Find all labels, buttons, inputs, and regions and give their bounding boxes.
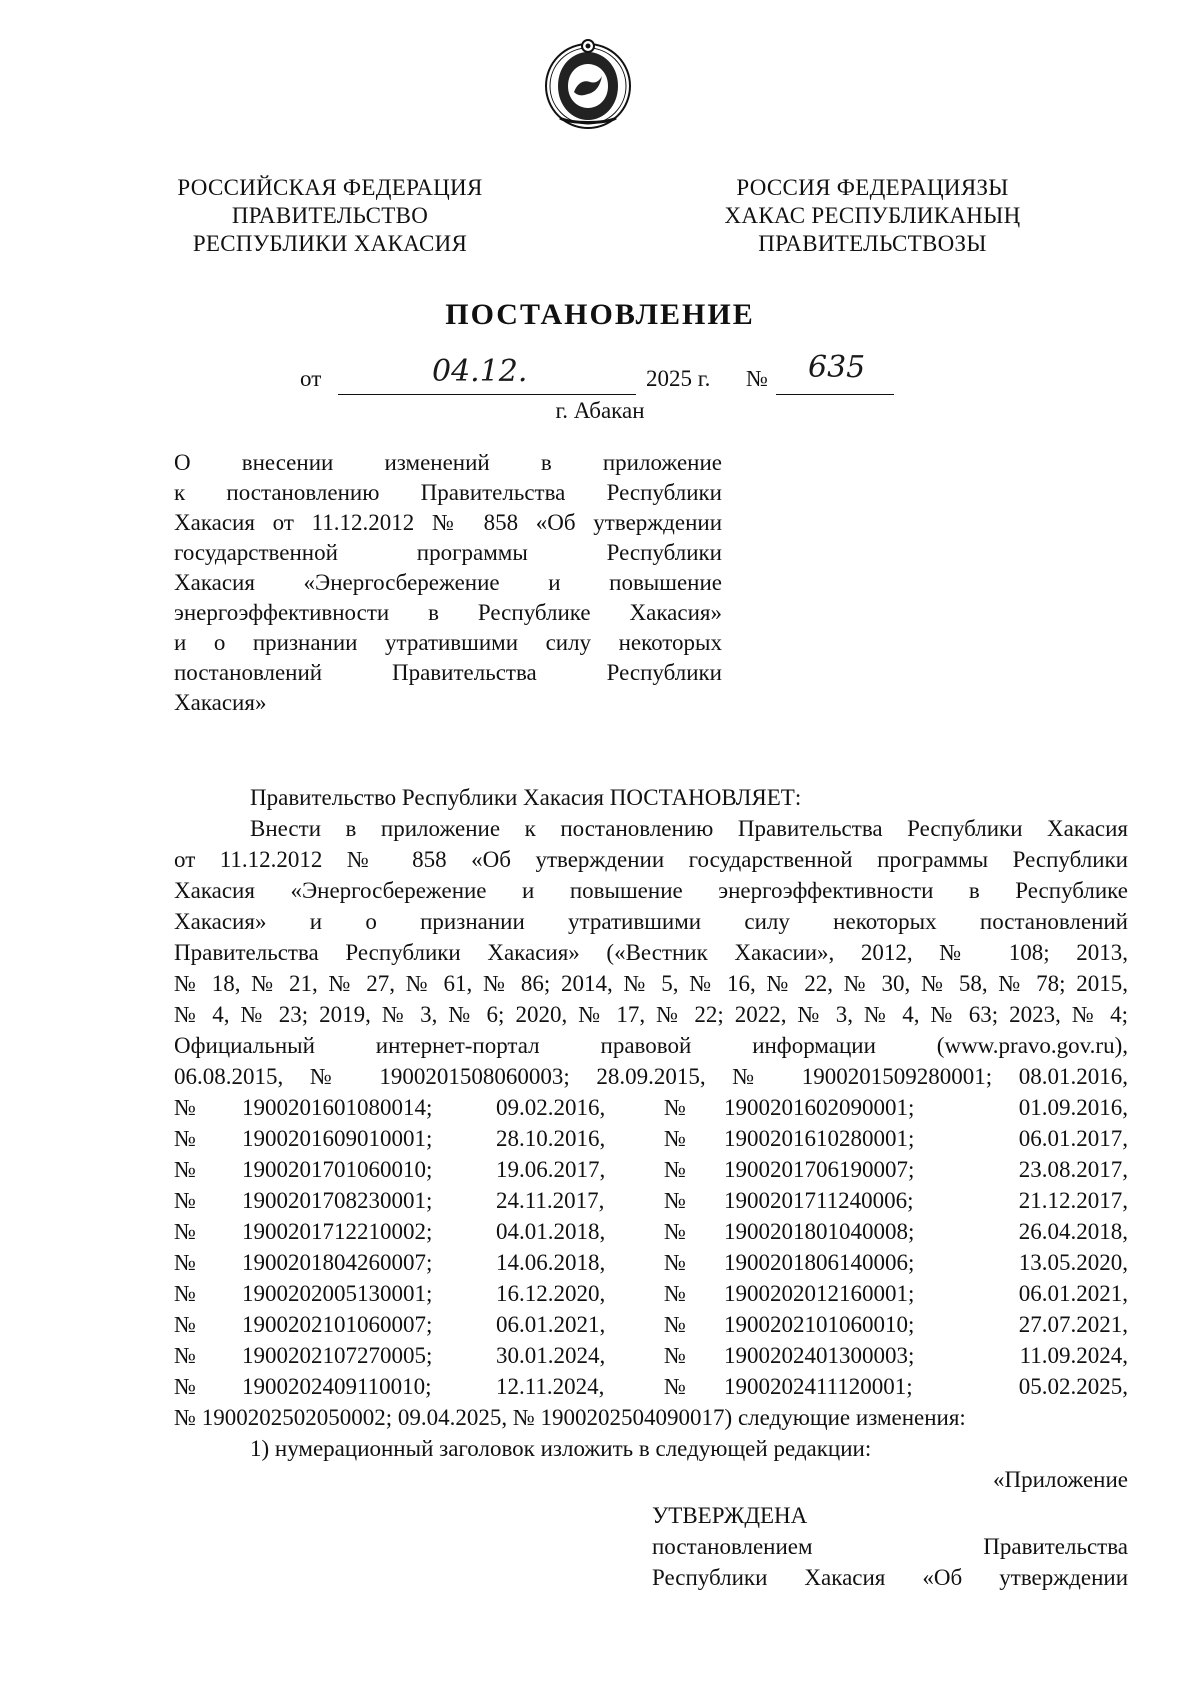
table-cell: № xyxy=(174,1374,196,1399)
table-cell: № xyxy=(664,1343,686,1368)
table-cell: 23.08.2017, xyxy=(1018,1157,1128,1182)
table-cell: 28.10.2016, xyxy=(496,1126,606,1151)
table-cell: 1900201801040008; xyxy=(724,1219,915,1244)
header-right-line: РОССИЯ ФЕДЕРАЦИЯЗЫ xyxy=(736,175,1009,200)
table-cell: 14.06.2018, xyxy=(496,1250,606,1275)
from-label: от xyxy=(300,366,322,391)
table-cell: № xyxy=(664,1126,686,1151)
table-cell: 09.02.2016, xyxy=(496,1095,606,1120)
approved-line: Республики Хакасия «Об утверждении xyxy=(652,1565,1128,1590)
table-cell: 19.06.2017, xyxy=(496,1157,606,1182)
table-cell: 1900201601080014; xyxy=(242,1095,433,1120)
table-cell: 1900201806140006; xyxy=(724,1250,915,1275)
city-label: г. Абакан xyxy=(555,398,645,423)
subject-line: Хакасия» xyxy=(174,690,267,715)
document-subject xyxy=(174,448,722,718)
table-cell: № xyxy=(664,1374,686,1399)
body-line: от 11.12.2012 № 858 «Об утверждении государственной программы Республики xyxy=(174,847,1128,872)
table-cell: 1900201706190007; xyxy=(724,1157,915,1182)
year-label: 2025 г. xyxy=(646,366,711,391)
table-cell: № xyxy=(174,1219,196,1244)
table-cell: 05.02.2025, xyxy=(1018,1374,1128,1399)
table-cell: 30.01.2024, xyxy=(496,1343,606,1368)
table-cell: 1900201610280001; xyxy=(724,1126,915,1151)
closing-line: № 1900202502050002; 09.04.2025, № 1900202504090017) следующие изменения: xyxy=(174,1405,966,1430)
body-line: № 18, № 21, № 27, № 61, № 86; 2014, № 5, № 16, № 22, № 30, № 58, № 78; 2015, xyxy=(174,971,1128,996)
table-cell: № xyxy=(664,1157,686,1182)
handwritten-number: 635 xyxy=(808,350,866,385)
table-cell: 1900202107270005; xyxy=(242,1343,433,1368)
table-cell: 01.09.2016, xyxy=(1018,1095,1128,1120)
table-cell: 26.04.2018, xyxy=(1018,1219,1128,1244)
table-cell: 1900202409110010; xyxy=(242,1374,432,1399)
subject-line: к постановлению Правительства Республики xyxy=(174,480,722,505)
body-line: Внести в приложение к постановлению Правительства Республики Хакасия xyxy=(250,816,1128,841)
approval-block xyxy=(652,1500,1128,1593)
table-cell: 1900202101060007; xyxy=(242,1312,433,1337)
table-cell: № xyxy=(174,1188,196,1213)
approved-heading: УТВЕРЖДЕНА xyxy=(652,1503,808,1528)
table-cell: 1900202005130001; xyxy=(242,1281,433,1306)
header-left-line: РЕСПУБЛИКИ ХАКАСИЯ xyxy=(192,231,468,256)
table-cell: 21.12.2017, xyxy=(1018,1188,1128,1213)
number-label: № xyxy=(746,366,768,391)
table-cell: № xyxy=(174,1250,196,1275)
subject-line: О внесении изменений в приложение xyxy=(174,450,722,475)
table-cell: 1900201602090001; xyxy=(724,1095,915,1120)
document-title: ПОСТАНОВЛЕНИЕ xyxy=(445,298,755,331)
body-line: Правительства Республики Хакасия» («Вестник Хакасии», 2012, № 108; 2013, xyxy=(174,940,1128,965)
coat-of-arms-icon xyxy=(540,36,636,132)
item-1: 1) нумерационный заголовок изложить в следующей редакции: xyxy=(250,1436,872,1461)
table-cell: 1900201609010001; xyxy=(242,1126,433,1151)
table-cell: 06.01.2021, xyxy=(496,1312,606,1337)
table-cell: № xyxy=(664,1095,686,1120)
document-body xyxy=(174,782,1128,1495)
body-line: Хакасия» и о признании утратившими силу некоторых постановлений xyxy=(174,909,1128,934)
body-line: Официальный интернет-портал правовой информации (www.pravo.gov.ru), xyxy=(174,1033,1128,1058)
subject-line: и о признании утратившими силу некоторых xyxy=(174,630,722,655)
subject-line: энергоэффективности в Республике Хакасия» xyxy=(174,600,722,625)
body-line: Хакасия «Энергосбережение и повышение энергоэффективности в Республике xyxy=(174,878,1128,903)
subject-line: Хакасия от 11.12.2012 № 858 «Об утверждении xyxy=(174,510,722,535)
table-cell: 1900201712210002; xyxy=(242,1219,433,1244)
table-cell: 06.01.2017, xyxy=(1018,1126,1128,1151)
table-cell: № xyxy=(174,1095,196,1120)
table-cell: № xyxy=(664,1219,686,1244)
table-cell: № xyxy=(174,1157,196,1182)
subject-line: постановлений Правительства Республики xyxy=(174,660,722,685)
table-cell: 11.09.2024, xyxy=(1019,1343,1128,1368)
table-cell: 1900202012160001; xyxy=(724,1281,915,1306)
table-cell: 16.12.2020, xyxy=(496,1281,606,1306)
table-cell: № xyxy=(174,1126,196,1151)
subject-line: Хакасия «Энергосбережение и повышение xyxy=(174,570,722,595)
header-left xyxy=(150,174,510,258)
handwritten-date: 04.12. xyxy=(432,354,528,389)
table-cell: 06.01.2021, xyxy=(1018,1281,1128,1306)
table-cell: 1900201701060010; xyxy=(242,1157,433,1182)
table-cell: 13.05.2020, xyxy=(1018,1250,1128,1275)
table-cell: 12.11.2024, xyxy=(496,1374,605,1399)
decree-line: Правительство Республики Хакасия ПОСТАНОВЛЯЕТ: xyxy=(250,785,802,810)
table-cell: 1900201711240006; xyxy=(724,1188,914,1213)
header-right-line: ХАКАС РЕСПУБЛИКАНЫҢ xyxy=(724,203,1021,228)
header-right-line: ПРАВИТЕЛЬСТВОЗЫ xyxy=(758,231,987,256)
header-left-line: ПРАВИТЕЛЬСТВО xyxy=(231,203,429,228)
header-right xyxy=(695,174,1050,258)
table-cell: 1900202101060010; xyxy=(724,1312,915,1337)
approved-line: постановлением Правительства xyxy=(652,1534,1128,1559)
table-cell: 1900202401300003; xyxy=(724,1343,915,1368)
table-cell: № xyxy=(664,1281,686,1306)
registration-numbers-table xyxy=(174,1092,1128,1402)
appendix-label: «Приложение xyxy=(993,1467,1128,1492)
table-cell: 1900201804260007; xyxy=(242,1250,433,1275)
header-left-line: РОССИЙСКАЯ ФЕДЕРАЦИЯ xyxy=(177,175,483,200)
table-cell: 27.07.2021, xyxy=(1018,1312,1128,1337)
table-cell: № xyxy=(174,1343,196,1368)
table-cell: 1900201708230001; xyxy=(242,1188,433,1213)
subject-line: государственной программы Республики xyxy=(174,540,722,565)
table-cell: № xyxy=(664,1312,686,1337)
body-line: № 4, № 23; 2019, № 3, № 6; 2020, № 17, № 22; 2022, № 3, № 4, № 63; 2023, № 4; xyxy=(174,1002,1128,1027)
table-cell: 04.01.2018, xyxy=(496,1219,606,1244)
table-cell: 1900202411120001; xyxy=(724,1374,913,1399)
table-cell: № xyxy=(664,1250,686,1275)
table-cell: № xyxy=(174,1281,196,1306)
table-cell: 24.11.2017, xyxy=(496,1188,605,1213)
table-cell: № xyxy=(664,1188,686,1213)
table-cell: № xyxy=(174,1312,196,1337)
body-line: 06.08.2015, № 1900201508060003; 28.09.2015, № 1900201509280001; 08.01.2016, xyxy=(174,1064,1128,1089)
